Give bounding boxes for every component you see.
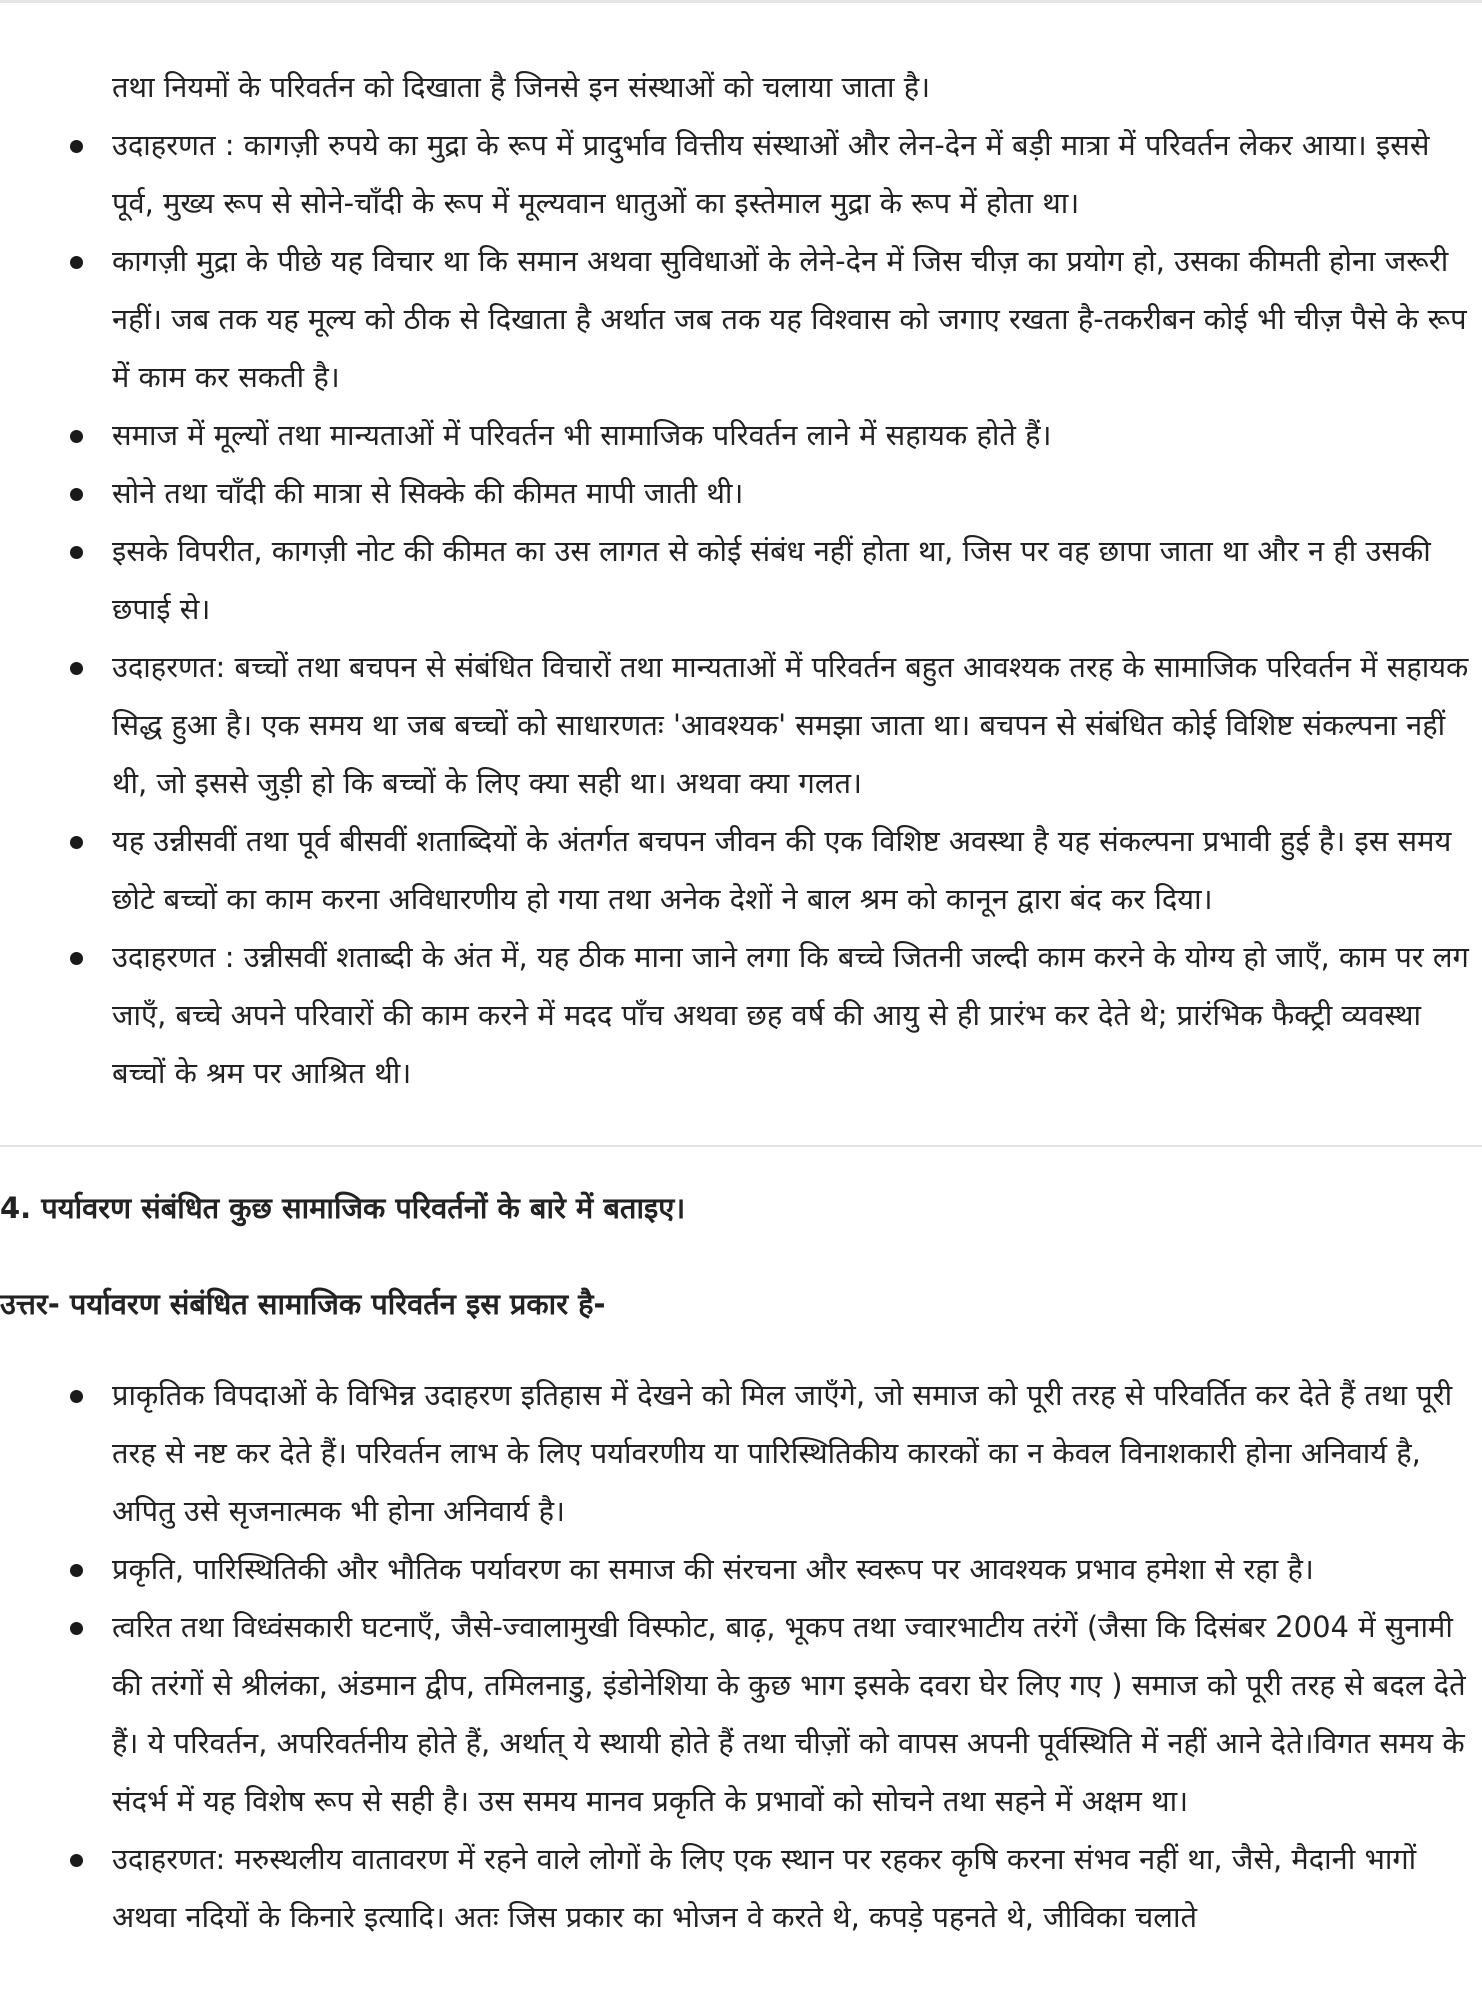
list-item-text: सोने तथा चाँदी की मात्रा से सिक्के की कीमत मापी जाती थी। — [112, 476, 744, 510]
list-item-text: प्राकृतिक विपदाओं के विभिन्न उदाहरण इतिहास में देखने को मिल जाएँगे, जो समाज को पूरी तरह से परिवर्तित कर देते हैं तथा पूरी तरह से नष्ट कर देते हैं। परिवर्तन लाभ के लिए पर्यावरणीय या पारिस्थितिकीय कारकों का न केवल विनाशकारी होना अनिवार्य है, अपितु उसे सृजनात्मक भी होना अनिवार्य है। — [112, 1378, 1453, 1528]
list-item-text: प्रकृति, पारिस्थितिकी और भौतिक पर्यावरण का समाज की संरचना और स्वरूप पर आवश्यक प्रभाव हमेशा से रहा है। — [112, 1552, 1314, 1586]
list-item-text: त्वरित तथा विध्वंसकारी घटनाएँ, जैसे-ज्वालामुखी विस्फोट, बाढ़, भूकप तथा ज्वारभाटीय तरंगें (जैसा कि दिसंबर 2004 में सुनामी की तरंगों से श्रीलंका, अंडमान द्वीप, तमिलनाडु, इंडोनेशिया के कुछ भाग इसके दवरा घेर लिए गए ) समाज को पूरी तरह से बदल देते हैं। ये परिवर्तन, अपरिवर्तनीय होते हैं, अर्थात् ये स्थायी होते हैं तथा चीज़ों को वापस अपनी पूर्वस्थिति में नहीं आने देते।विगत समय के संदर्भ में यह विशेष रूप से सही है। उस समय मानव प्रकृति के प्रभावों को सोचने तथा सहने में अक्षम था। — [112, 1610, 1466, 1818]
list-item-text: कागज़ी मुद्रा के पीछे यह विचार था कि समान अथवा सुविधाओं के लेने-देन में जिस चीज़ का प्रयोग हो, उसका कीमती होना जरूरी नहीं। जब तक यह मूल्य को ठीक से दिखाता है अर्थात जब तक यह विश्वास को जगाए रखता है-तकरीबन कोई भी चीज़ पैसे के रूप में काम कर सकती है। — [112, 244, 1467, 394]
bullet-icon — [70, 952, 83, 965]
list-item — [0, 1366, 1482, 1540]
section-divider — [0, 1145, 1482, 1147]
section-environment-changes — [0, 1366, 1482, 1946]
bullet-icon — [70, 488, 83, 501]
list-item — [0, 406, 1482, 464]
bullet-icon — [70, 1854, 83, 1867]
bullet-icon — [70, 836, 83, 849]
bullet-icon — [70, 1622, 83, 1635]
bullet-icon — [70, 1564, 83, 1577]
bullet-list-2 — [0, 1366, 1482, 1946]
continuation-line: तथा नियमों के परिवर्तन को दिखाता है जिनसे इन संस्थाओं को चलाया जाता है। — [112, 70, 931, 104]
list-item — [0, 1598, 1482, 1830]
list-item-text: इसके विपरीत, कागज़ी नोट की कीमत का उस लागत से कोई संबंध नहीं होता था, जिस पर वह छापा जाता था और न ही उसकी छपाई से। — [112, 534, 1431, 626]
list-item — [0, 232, 1482, 406]
list-item — [0, 464, 1482, 522]
list-item-text: उदाहरणत: बच्चों तथा बचपन से संबंधित विचारों तथा मान्यताओं में परिवर्तन बहुत आवश्यक तरह के सामाजिक परिवर्तन में सहायक सिद्ध हुआ है। एक समय था जब बच्चों को साधारणतः 'आवश्यक' समझा जाता था। बचपन से संबंधित कोई विशिष्ट संकल्पना नहीं थी, जो इससे जुड़ी हो कि बच्चों के लिए क्या सही था। अथवा क्या गलत। — [112, 650, 1469, 800]
question-heading: 4. पर्यावरण संबंधित कुछ सामाजिक परिवर्तनों के बारे में बताइए। — [0, 1191, 686, 1225]
list-item — [0, 1540, 1482, 1598]
list-item-text: उदाहरणत : उन्नीसवीं शताब्दी के अंत में, यह ठीक माना जाने लगा कि बच्चे जितनी जल्दी काम करने के योग्य हो जाएँ, काम पर लग जाएँ, बच्चे अपने परिवारों की काम करने में मदद पाँच अथवा छह वर्ष की आयु से ही प्रारंभ कर देते थे; प्रारंभिक फैक्ट्री व्यवस्था बच्चों के श्रम पर आश्रित थी। — [112, 940, 1469, 1090]
bullet-icon — [70, 140, 83, 153]
bullet-icon — [70, 662, 83, 675]
list-item — [0, 638, 1482, 812]
bullet-icon — [70, 430, 83, 443]
bullet-icon — [70, 546, 83, 559]
list-item — [0, 522, 1482, 638]
list-item — [0, 116, 1482, 232]
list-item-text: यह उन्नीसवीं तथा पूर्व बीसवीं शताब्दियों के अंतर्गत बचपन जीवन की एक विशिष्ट अवस्था है यह संकल्पना प्रभावी हुई है। इस समय छोटे बच्चों का काम करना अविधारणीय हो गया तथा अनेक देशों ने बाल श्रम को कानून द्वारा बंद कर दिया। — [112, 824, 1452, 916]
list-item — [0, 812, 1482, 928]
bullet-icon — [70, 256, 83, 269]
list-item — [0, 928, 1482, 1102]
answer-heading: उत्तर- पर्यावरण संबंधित सामाजिक परिवर्तन इस प्रकार है- — [0, 1287, 606, 1321]
list-item — [0, 1830, 1482, 1946]
section-social-change-examples — [0, 62, 1482, 1102]
list-item-text: उदाहरणत : कागज़ी रुपये का मुद्रा के रूप में प्रादुर्भाव वित्तीय संस्थाओं और लेन-देन में बड़ी मात्रा में परिवर्तन लेकर आया। इससे पूर्व, मुख्य रूप से सोने-चाँदी के रूप में मूल्यवान धातुओं का इस्तेमाल मुद्रा के रूप में होता था। — [112, 128, 1430, 220]
list-item-text: उदाहरणत: मरुस्थलीय वातावरण में रहने वाले लोगों के लिए एक स्थान पर रहकर कृषि करना संभव नहीं था, जैसे, मैदानी भागों अथवा नदियों के किनारे इत्यादि। अतः जिस प्रकार का भोजन वे करते थे, कपड़े पहनते थे, जीविका चलाते — [112, 1842, 1417, 1934]
list-item-text: समाज में मूल्यों तथा मान्यताओं में परिवर्तन भी सामाजिक परिवर्तन लाने में सहायक होते हैं। — [112, 418, 1052, 452]
bullet-list-1 — [0, 116, 1482, 1102]
bullet-icon — [70, 1390, 83, 1403]
